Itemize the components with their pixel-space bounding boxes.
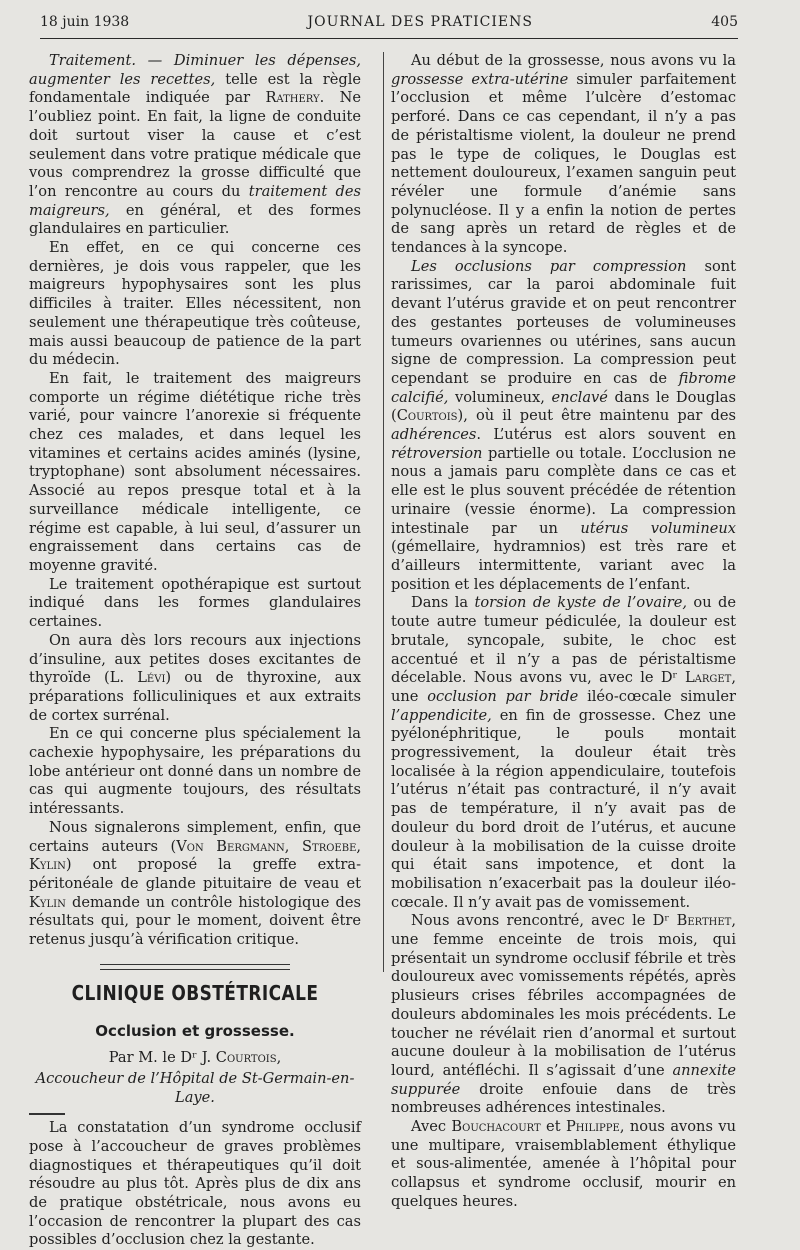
left-column — [29, 52, 361, 1250]
left-paragraphs — [29, 52, 361, 950]
paragraph: La constatation d’un syndrome occlusif pose à l’accoucheur de graves problèmes diagnostiques et thérapeutiques qu’il doit résoudre au plus tôt. Après plus de dix ans de pratique obstétricale, nous avons eu l’occasion de rencontrer la plupart des cas possibles d’occlusion chez la gestante. — [29, 1119, 361, 1249]
paragraph: Nous signalerons simplement, enfin, que certains auteurs (Von Bergmann, Stroebe, Kylin) ont proposé la greffe extra-péritonéale de glande pituitaire de veau et Kylin demande un contrôle histologique des résultats qui, pour le moment, doivent être retenus jusqu’à vérification critique. — [29, 818, 362, 949]
section-divider — [100, 964, 290, 970]
paragraph: On aura dès lors recours aux injections d’insuline, aux petites doses excitantes de thyroïde (L. Lévi) ou de thyroxine, aux préparations folliculiniques et aux extraits de cortex surrénal. — [29, 631, 362, 724]
header-date: 18 juin 1938 — [40, 14, 130, 30]
paragraph: Avec Bouchacourt et Philippe, nous avons vu une multipare, vraisemblablement éthylique et sous-alimentée, amenée à l’hôpital pour collapsus et syndrome occlusif, mourir en quelques heures. — [391, 1118, 736, 1210]
paragraph: Au début de la grossesse, nous avons vu la grossesse extra-utérine simuler parfaitement l’occlusion et même l’ulcère d’estomac perforé. Dans ce cas cependant, il n’y a pas de péristaltisme violent, la douleur ne prend pas le type de coliques, le Douglas est nettement douloureux, l’examen sanguin peut révéler une formule d’anémie sans polynucléose. Il y a enfin la notion de pertes de sang après un retard de règles et de tendances à la syncope. — [391, 52, 736, 257]
header-rule — [40, 38, 738, 39]
paragraph: En fait, le traitement des maigreurs comporte un régime diététique riche très varié, pour vaincre l’anorexie si fréquente chez ces malades, et dans lequel les vitamines et certains acides aminés (lysine, tryptophane) sont absolument nécessaires. Associé au repos presque total et à la surveillance médicale intelligente, ce régime est capable, à lui seul, d’assurer un engraissement dans certains cas de moyenne gravité. — [29, 369, 361, 574]
short-rule — [29, 1113, 65, 1115]
running-header — [40, 14, 738, 36]
article-title: Occlusion et grossesse. — [95, 1022, 295, 1041]
right-paragraphs — [391, 52, 736, 1212]
column-divider — [383, 52, 384, 972]
paragraph: Les occlusions par compression sont rarissimes, car la paroi abdominale fuit devant l’utérus gravide et on peut rencontrer des gestantes porteuses de volumineuses tumeurs ovariennes ou utérines, sans aucun signe de compression. La compression peut cependant se produire en cas de fibrome calcifié, volumineux, enclavé dans le Douglas (Courtois), où il peut être maintenu par des adhérences. L’utérus est alors souvent en rétroversion partielle ou totale. L’occlusion ne nous a jamais paru complète dans ce cas et elle est le plus souvent précédée de rétention urinaire (vessie énorme). La compression intestinale par un utérus volumineux (gémellaire, hydramnios) est très rare et d’ailleurs intermittente, variant avec la position et les déplacements de l’enfant. — [391, 257, 736, 593]
journal-title: JOURNAL DES PRATICIENS — [307, 14, 533, 30]
paragraph: Dans la torsion de kyste de l’ovaire, ou de toute autre tumeur pédiculée, la douleur est brutale, syncopale, subite, le choc est accentué et il n’y a pas de péristaltisme décelable. Nous avons vu, avec le Dʳ Larget, une occlusion par bride iléo-cœcale simuler l’appendicite, en fin de grossesse. Chez une pyélonéphritique, le pouls montait progressivement, la douleur était très localisée à la région appendiculaire, toutefois l’utérus n’était pas contracturé, il n’y avait pas de température, il n’y avait pas de douleur du bord droit de l’utérus, et aucune douleur à la mobilisation de la cuisse droite qui était sans impotence, et dont la mobilisation n’exacerbait pas la douleur iléo-cœcale. Il n’y avait pas de vomissement. — [391, 594, 736, 911]
paragraph: En effet, en ce qui concerne ces dernières, je dois vous rappeler, que les maigreurs hypophysaires sont les plus difficiles à traiter. Elles nécessitent, non seulement une thérapeutique très coûteuse, mais aussi beaucoup de patience de la part du médecin. — [29, 239, 361, 369]
article-byline: Par M. le Dʳ J. Courtois, — [108, 1049, 282, 1067]
paragraph: En ce qui concerne plus spécialement la cachexie hypophysaire, les préparations du lobe antérieur ont donné dans un nombre de cas qui augmente toujours, des résultats intéressants. — [29, 725, 361, 818]
author-affiliation: Accoucheur de l’Hôpital de St-Germain-en-Laye. — [35, 1069, 355, 1106]
paragraph: Traitement. — Diminuer les dépenses, augmenter les recettes, telle est la règle fondamentale indiquée par Rathery. Ne l’oubliez point. En fait, la ligne de conduite doit surtout viser la cause et c’est seulement dans votre pratique médicale que vous comprendrez la grosse difficulté que l’on rencontre au cours du traitement des maigreurs, en général, et des formes glandulaires en particulier. — [29, 52, 361, 238]
page-number: 405 — [711, 14, 738, 30]
paragraph: Le traitement opothérapique est surtout indiqué dans les formes glandulaires certaines. — [29, 575, 361, 631]
article-intro — [29, 1119, 361, 1250]
section-title: CLINIQUE OBSTÉTRICALE — [71, 980, 319, 1005]
paragraph: Nous avons rencontré, avec le Dʳ Berthet, une femme enceinte de trois mois, qui présentait un syndrome occlusif fébrile et très douloureux avec vomissements répétés, après plusieurs crises fébriles accompagnées de douleurs abdominales les mois précédents. Le toucher ne révélait rien d’anormal et surtout aucune douleur à la mobilisation de l’utérus lourd, antéfléchi. Il s’agissait d’une annexite suppurée droite enfouie dans de très nombreuses adhérences intestinales. — [391, 912, 736, 1117]
right-column — [391, 52, 736, 1212]
